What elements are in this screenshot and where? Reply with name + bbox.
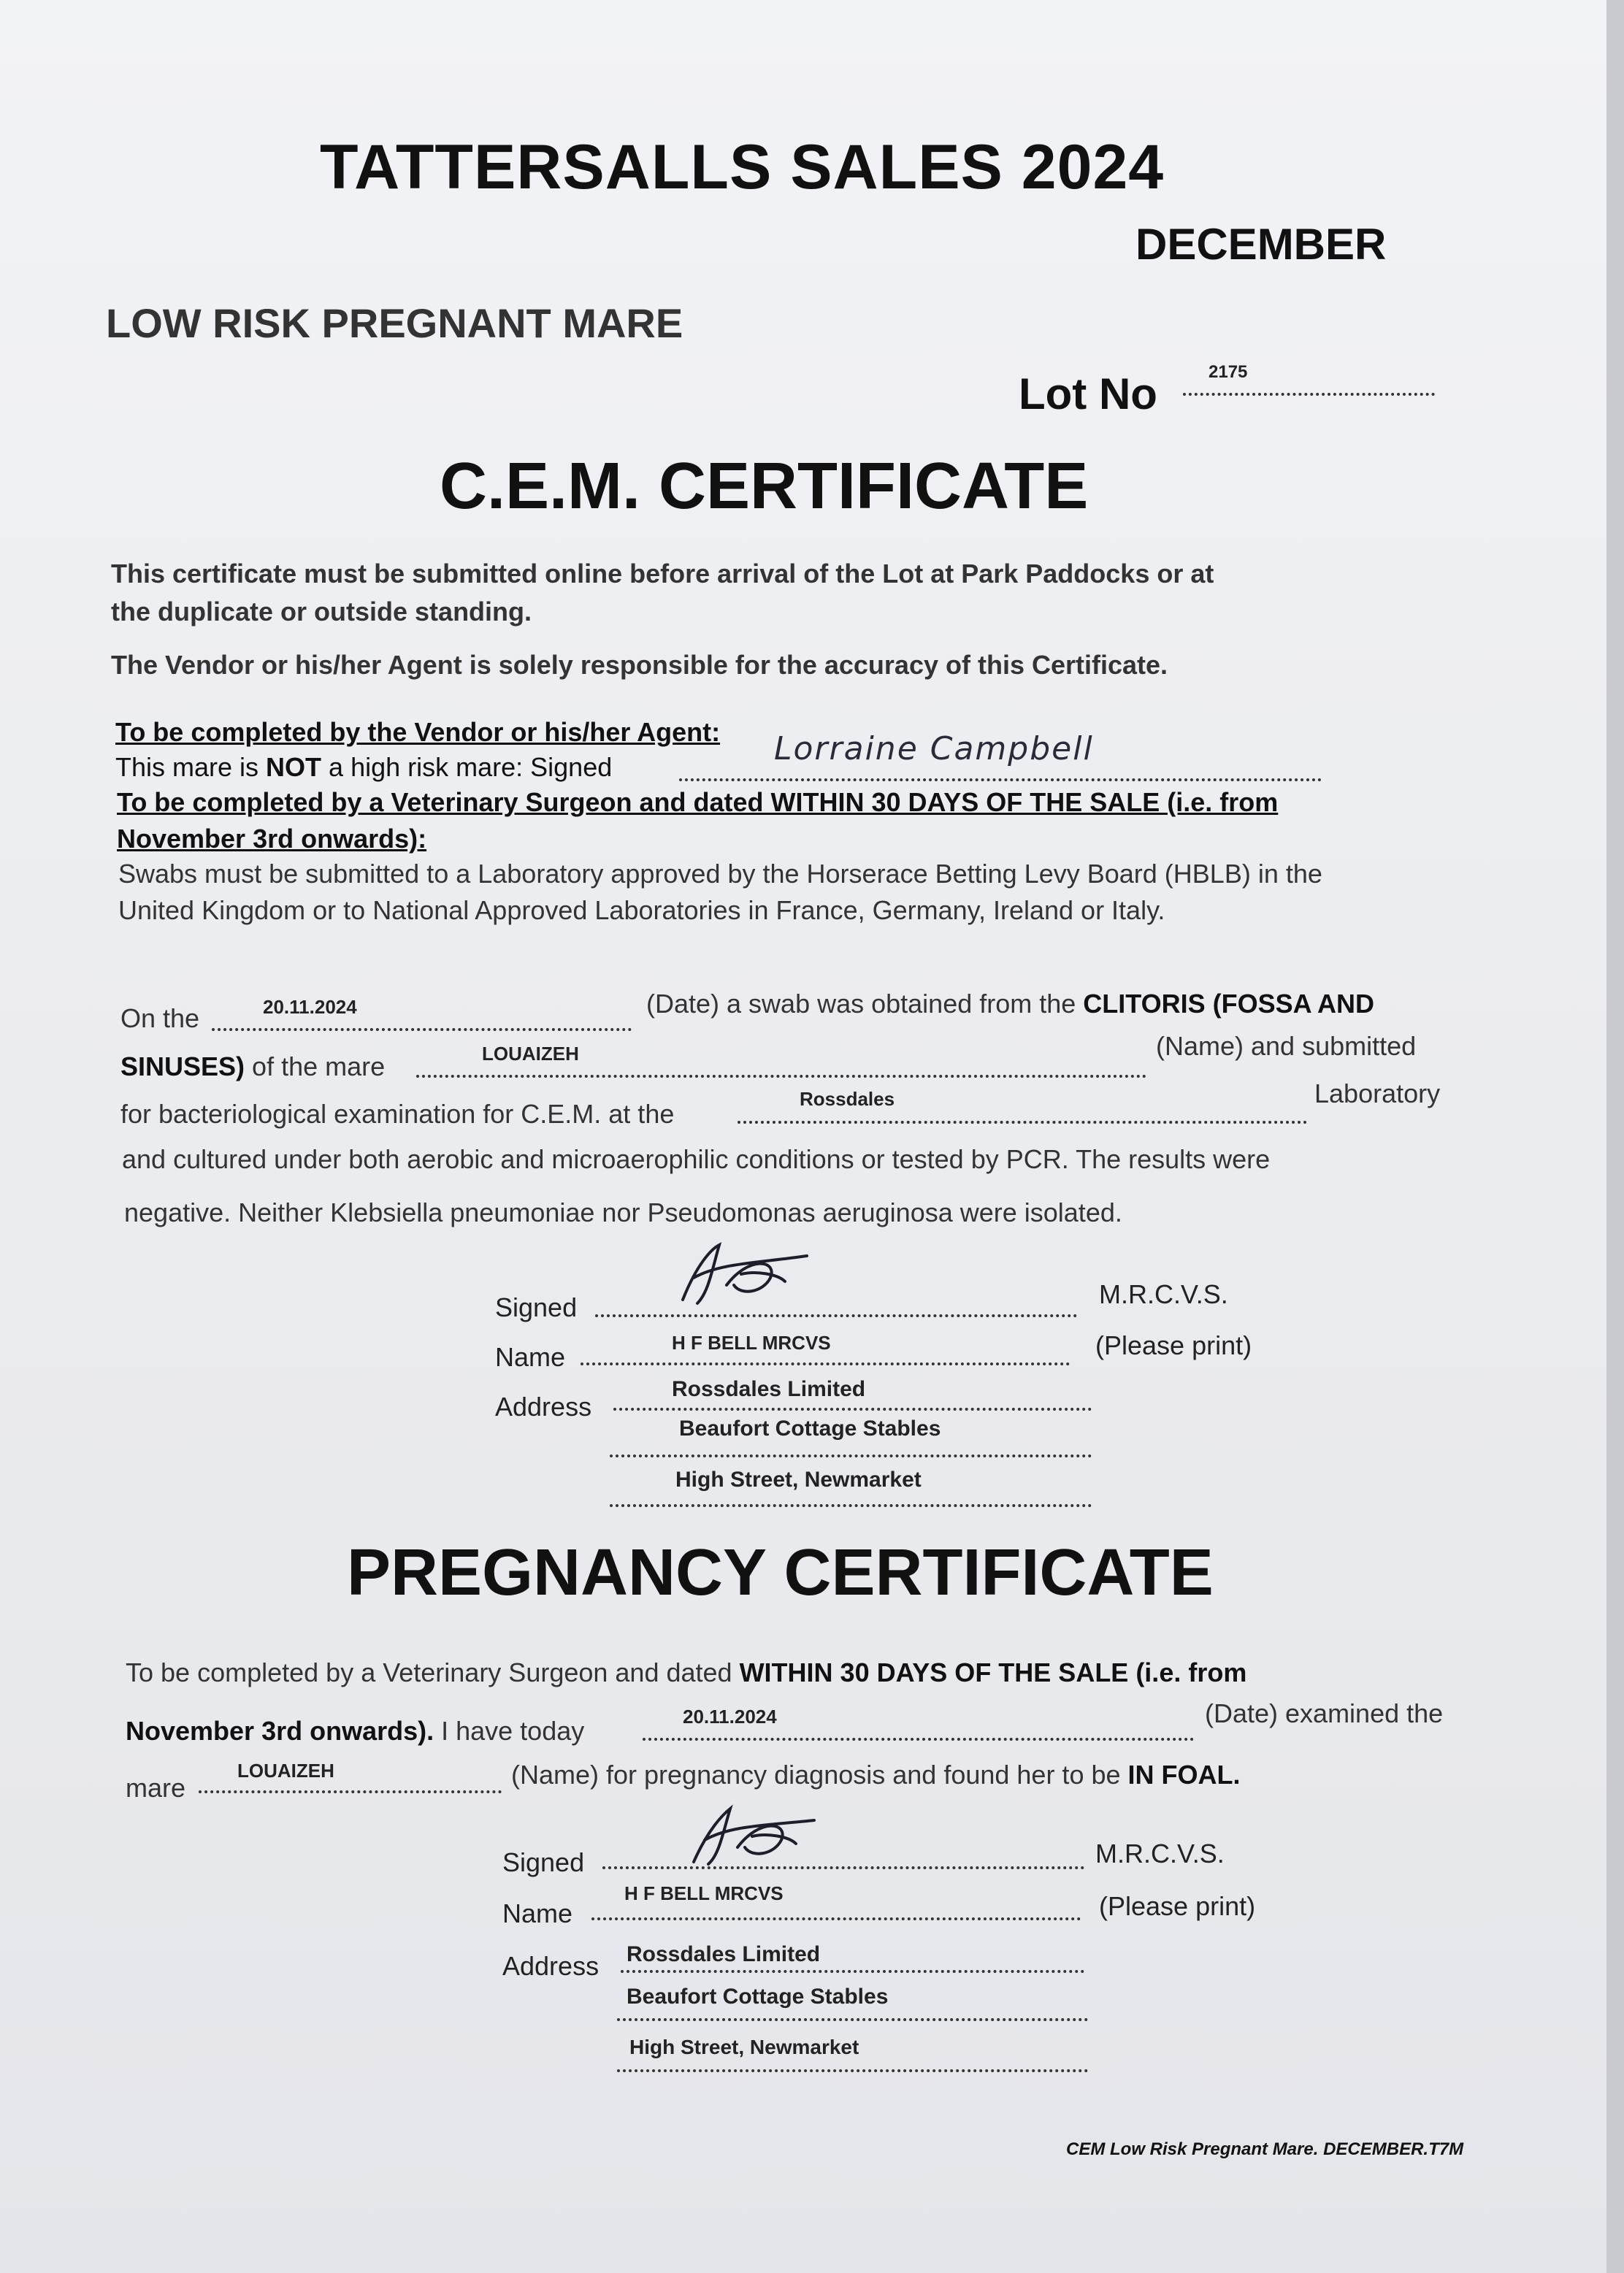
bacterio-line: for bacteriological examination for C.E.M. at the <box>120 1099 675 1129</box>
cem-address-line1: Rossdales Limited <box>672 1377 866 1401</box>
swabs-line2: United Kingdom or to National Approved Laboratories in France, Germany, Ireland or Italy. <box>118 895 1165 925</box>
vendor-heading: To be completed by the Vendor or his/her Agent: <box>115 717 721 747</box>
preg-name-suffix-plain: (Name) for pregnancy diagnosis and found her to be <box>511 1760 1128 1790</box>
cem-mare-name-line <box>416 1075 1146 1078</box>
cem-address-line3: High Street, Newmarket <box>675 1468 922 1492</box>
pregnancy-certificate-title: PREGNANCY CERTIFICATE <box>347 1536 1214 1609</box>
preg-mare-name: LOUAIZEH <box>237 1760 334 1782</box>
preg-name-suffix <box>511 1760 1241 1790</box>
vet-heading-line2: November 3rd onwards): <box>117 824 427 854</box>
preg-mare-label: mare <box>126 1773 186 1803</box>
preg-line2-bold: November 3rd onwards). <box>126 1716 434 1746</box>
cem-date-suffix <box>646 989 1374 1019</box>
preg-address-label: Address <box>502 1951 600 1981</box>
preg-vet-signature <box>679 1800 825 1873</box>
cem-intro-line1: This certificate must be submitted online before arrival of the Lot at Park Paddocks or at <box>111 559 1214 589</box>
date-suffix-bold: CLITORIS (FOSSA AND <box>1083 989 1374 1019</box>
cem-address-line3-dots <box>610 1504 1092 1507</box>
pregnancy-line1 <box>126 1657 1246 1688</box>
vendor-signature: Lorraine Campbell <box>774 730 1094 767</box>
cem-date-line <box>212 1028 632 1031</box>
preg-signed-line <box>602 1866 1084 1869</box>
preg-name-label: Name <box>502 1898 573 1928</box>
preg-line2-plain: I have today <box>434 1716 585 1746</box>
preg-vet-name: H F BELL MRCVS <box>624 1882 784 1904</box>
preg-signed-label: Signed <box>502 1847 585 1877</box>
sale-month: DECEMBER <box>1135 220 1387 269</box>
pregnancy-line2 <box>126 1716 584 1747</box>
preg-address-line2-dots <box>617 2018 1088 2021</box>
cem-address-label: Address <box>495 1392 592 1422</box>
cem-mare-name: LOUAIZEH <box>482 1043 579 1065</box>
date-suffix-plain: (Date) a swab was obtained from the <box>646 989 1084 1019</box>
preg-in-foal: IN FOAL. <box>1127 1760 1241 1790</box>
preg-address-line3-dots <box>617 2069 1088 2072</box>
negative-line: negative. Neither Klebsiella pneumoniae nor Pseudomonas aeruginosa were isolated. <box>124 1197 1122 1227</box>
preg-address-line2: Beaufort Cottage Stables <box>627 1985 889 2009</box>
preg-date-suffix: (Date) examined the <box>1205 1698 1444 1728</box>
vendor-declaration <box>115 752 612 783</box>
cem-vet-name: H F BELL MRCVS <box>672 1332 831 1354</box>
preg-mrcvs: M.R.C.V.S. <box>1095 1839 1225 1868</box>
preg-date-line <box>643 1738 1194 1741</box>
preg-line1-plain: To be completed by a Veterinary Surgeon and dated <box>126 1657 740 1687</box>
document-title: TATTERSALLS SALES 2024 <box>320 132 1165 202</box>
cem-address-line2: Beaufort Cottage Stables <box>679 1417 941 1441</box>
mare-category: LOW RISK PREGNANT MARE <box>106 300 683 346</box>
preg-date: 20.11.2024 <box>683 1706 777 1728</box>
sinuses-line <box>120 1051 385 1082</box>
laboratory-label: Laboratory <box>1314 1078 1441 1108</box>
on-the-label: On the <box>120 1003 200 1033</box>
vendor-line-suffix: a high risk mare: Signed <box>321 752 613 782</box>
form-code: CEM Low Risk Pregnant Mare. DECEMBER.T7M <box>1066 2139 1464 2159</box>
preg-please-print: (Please print) <box>1099 1891 1256 1921</box>
vet-heading-line1: To be completed by a Veterinary Surgeon and dated WITHIN 30 DAYS OF THE SALE (i.e. from <box>117 787 1279 817</box>
cem-mrcvs: M.R.C.V.S. <box>1099 1279 1228 1309</box>
cem-vet-signature <box>668 1234 814 1314</box>
cem-address-line1-dots <box>613 1408 1092 1411</box>
preg-name-line <box>591 1917 1081 1920</box>
name-and-submitted: (Name) and submitted <box>1156 1031 1417 1061</box>
laboratory-name: Rossdales <box>800 1088 895 1110</box>
cem-name-line <box>581 1362 1070 1365</box>
lot-number-line <box>1183 393 1435 396</box>
swabs-line1: Swabs must be submitted to a Laboratory approved by the Horserace Betting Levy Board (HBLB) in the <box>118 859 1322 889</box>
preg-address-line1: Rossdales Limited <box>627 1942 821 1966</box>
vendor-signature-line <box>679 778 1322 781</box>
cem-name-label: Name <box>495 1342 566 1372</box>
cultured-line: and cultured under both aerobic and microaerophilic conditions or tested by PCR. The results were <box>122 1144 1271 1174</box>
lot-label: Lot No <box>1019 369 1157 418</box>
cem-signed-label: Signed <box>495 1292 578 1322</box>
vendor-line-prefix: This mare is <box>115 752 267 782</box>
cem-address-line2-dots <box>610 1454 1092 1457</box>
sinuses-bold: SINUSES) <box>120 1051 245 1081</box>
lot-number: 2175 <box>1209 362 1248 382</box>
cem-date: 20.11.2024 <box>263 996 357 1018</box>
vendor-line-not: NOT <box>266 752 322 782</box>
cem-responsibility: The Vendor or his/her Agent is solely responsible for the accuracy of this Certificate. <box>111 650 1168 680</box>
preg-address-line3: High Street, Newmarket <box>629 2036 859 2058</box>
cem-please-print: (Please print) <box>1095 1330 1252 1360</box>
preg-address-line1-dots <box>621 1970 1084 1973</box>
of-the-mare: of the mare <box>245 1051 386 1081</box>
cem-intro-line2: the duplicate or outside standing. <box>111 597 532 626</box>
preg-mare-line <box>199 1790 502 1793</box>
cem-signed-line <box>595 1314 1077 1317</box>
preg-line1-bold: WITHIN 30 DAYS OF THE SALE (i.e. from <box>739 1657 1247 1687</box>
page-edge <box>1606 0 1624 2273</box>
cem-certificate-title: C.E.M. CERTIFICATE <box>440 450 1089 523</box>
laboratory-line <box>738 1121 1307 1124</box>
